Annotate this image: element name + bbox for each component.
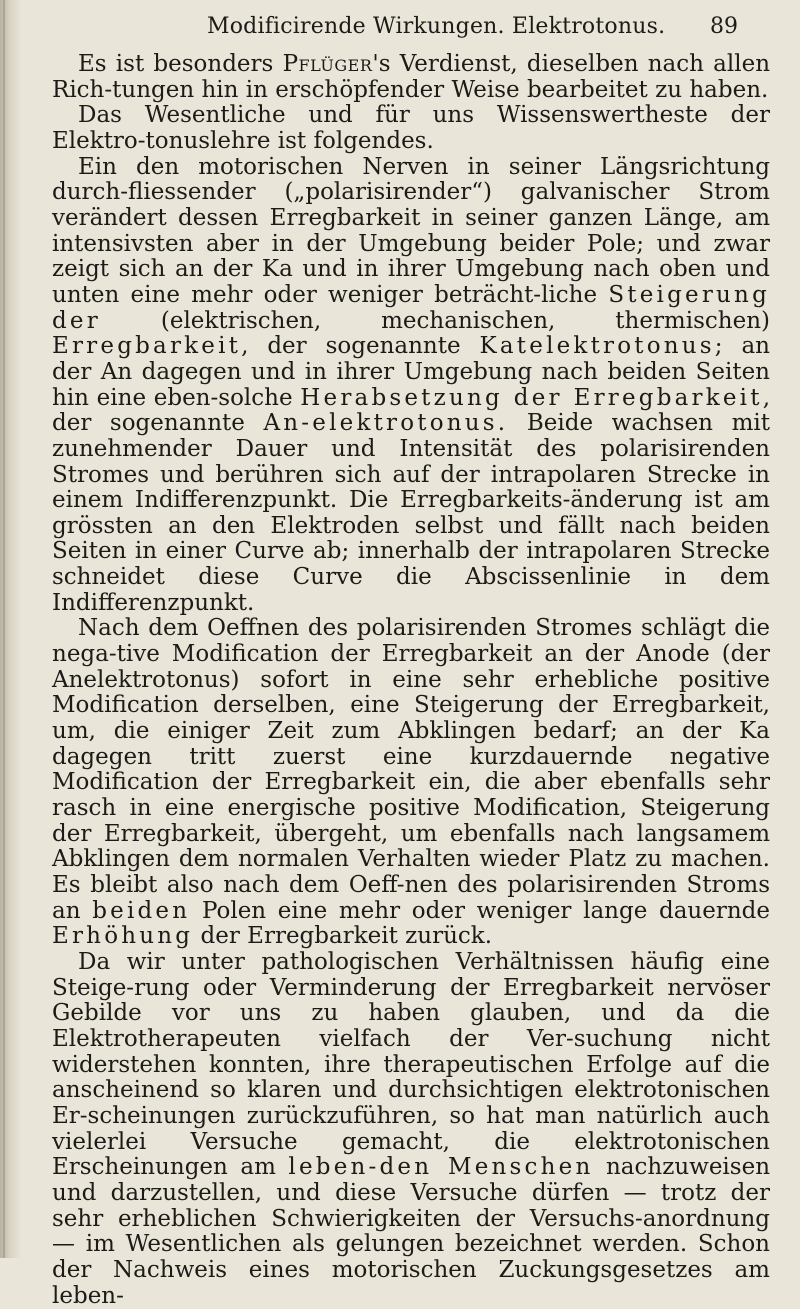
text-run: , der sogenannte: [241, 333, 480, 360]
emphasized-term: beiden: [92, 897, 191, 924]
paragraph: [52, 616, 770, 950]
text-run: Ein den motorischen Nerven in seiner Längsrichtung durch-fliessender („polarisirender“) galvanischer Strom verändert dessen Erregbarkeit in seiner ganzen Länge, am intensivsten aber in der Umgebung beider Pole; und zwar zeigt sich an der Ka und in ihrer Umgebung nach oben und unten eine mehr oder weniger beträcht-liche: [52, 153, 770, 308]
text-run: Beide wachsen mit zunehmender Dauer und Intensität des polarisirenden Stromes und berühren sich auf der intrapolaren Strecke in einem Indifferenzpunkt. Die Erregbarkeits-änderung ist am grössten an den Elektroden selbst und fällt nach beiden Seiten in einer Curve ab; innerhalb der intrapolaren Strecke schneidet diese Curve die Abscissenlinie in dem Indifferenzpunkt.: [52, 410, 770, 616]
page-binding-edge: [3, 0, 5, 1258]
paragraph: [52, 52, 770, 103]
emphasized-term: Erhöhung: [52, 923, 194, 950]
page-number: 89: [710, 14, 738, 39]
emphasized-term: Herabsetzung der Erregbarkeit: [300, 384, 763, 411]
text-run: , der sogenannte: [52, 384, 770, 437]
page-header: [0, 14, 800, 42]
paragraph: [52, 155, 770, 617]
text-run: (elektrischen, mechanischen, thermischen): [100, 307, 770, 334]
emphasized-term: leben-den Menschen: [288, 1154, 594, 1181]
body-text: [52, 52, 770, 1309]
text-run: Da wir unter pathologischen Verhältnissen häufig eine Steige-rung oder Verminderung der Erregbarkeit nervöser Gebilde vor uns zu haben glauben, und da die Elektrotherapeuten vielfach der Ver-suchung nicht widerstehen konnten, ihre therapeutischen Erfolge auf die anscheinend so klaren und durchsichtigen elektrotonischen Er-scheinungen zurückzuführen, so hat man natürlich auch vielerlei Versuche gemacht, die elektrotonischen Erscheinungen am: [52, 948, 770, 1181]
text-run: der Erregbarkeit zurück.: [193, 923, 493, 950]
text-run: ; an der An dagegen und in ihrer Umgebung nach beiden Seiten hin eine eben-solche: [52, 333, 770, 411]
emphasized-term: Steigerung der: [52, 281, 770, 334]
emphasized-term: An-elektrotonus.: [263, 410, 509, 437]
text-run: Nach dem Oeffnen des polarisirenden Stromes schlägt die nega-tive Modification der Erregbarkeit an der Anode (der Anelektrotonus) sofort in eine sehr erhebliche positive Modification derselben, eine Steigerung der Erregbarkeit, um, die einiger Zeit zum Abklingen bedarf; an der Ka dagegen tritt zuerst eine kurzdauernde negative Modification der Erregbarkeit ein, die aber ebenfalls sehr rasch in eine energische positive Modification, Steigerung der Erregbarkeit, übergeht, um ebenfalls nach langsamem Abklingen dem normalen Verhalten wieder Platz zu machen. Es bleibt also nach dem Oeff-nen des polarisirenden Stroms an: [52, 615, 770, 924]
paragraph: [52, 950, 770, 1309]
text-run: Es ist besonders: [78, 51, 283, 77]
text-run: nachzuweisen und darzustellen, und diese Versuche dürfen — trotz der sehr erheblichen Schwierigkeiten der Versuchs-anordnung — im Wesentlichen als gelungen bezeichnet werden. Schon der Nachweis eines motorischen Zuckungsgesetzes am leben-: [52, 1154, 771, 1309]
emphasized-term: Katelektrotonus: [479, 333, 715, 360]
running-title: Modificirende Wirkungen. Elektrotonus.: [207, 14, 666, 39]
paragraph: Das Wesentliche und für uns Wissenswertheste der Elektro-tonuslehre ist folgendes.: [52, 102, 770, 154]
text-run: Polen eine mehr oder weniger lange dauernde: [190, 897, 770, 924]
text-run: 's Verdienst, dieselben nach allen Rich-tungen hin in erschöpfender Weise bearbeitet zu haben.: [52, 51, 771, 103]
author-name: Pflüger: [282, 51, 373, 77]
emphasized-term: Erregbarkeit: [52, 333, 242, 360]
